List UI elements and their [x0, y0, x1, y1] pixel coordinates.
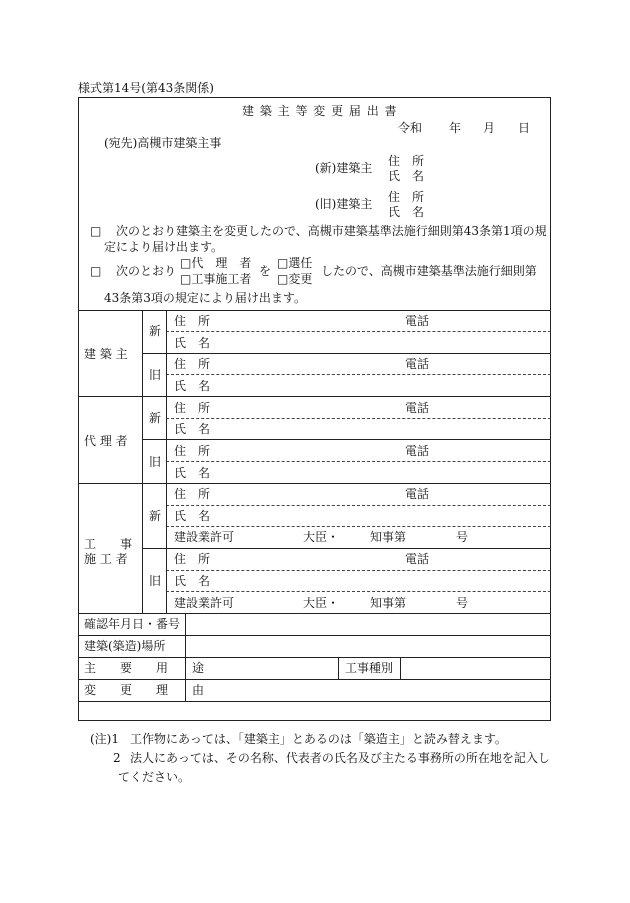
contractor-old-license-label: 建設業許可 — [174, 596, 235, 610]
statement-1-line2: 定により届け出ます。 — [104, 240, 224, 254]
contractor-old-governor: 知事第 — [370, 596, 407, 610]
contractor-new-phone-label: 電話 — [405, 487, 430, 501]
owner-new-address-label: 住 所 — [174, 314, 211, 328]
contractor-new-number: 号 — [456, 530, 469, 544]
form-number: 様式第14号(第43条関係) — [78, 81, 214, 95]
option-appoint[interactable]: □選任 — [277, 256, 313, 270]
note-2-line1: 法人にあっては、その名称、代表者の氏名及び主たる事務所の所在地を記入し — [130, 751, 550, 765]
statement-2-suffix: したので、高槻市建築基準法施行細則第 — [321, 264, 537, 278]
statement-2-checkbox[interactable]: □ — [90, 264, 102, 278]
agent-new-name-label: 氏 名 — [174, 422, 211, 436]
option-contractor[interactable]: □工事施工者 — [180, 272, 252, 286]
contractor-old-minister: 大臣・ — [303, 596, 340, 610]
contractor-old-number: 号 — [456, 596, 469, 610]
form-title: 建 築 主 等 変 更 届 出 書 — [242, 104, 398, 118]
option-agent[interactable]: □代 理 者 — [180, 256, 252, 270]
option-change[interactable]: □変更 — [277, 272, 313, 286]
applicant-new-address: 住 所 — [388, 154, 425, 168]
owner-old-name-label: 氏 名 — [174, 379, 211, 393]
applicant-old-address: 住 所 — [388, 190, 425, 204]
addressee: (宛先)高槻市建築主事 — [104, 136, 222, 150]
statement-2-wo: を — [259, 264, 272, 278]
applicant-old-label: (旧)建築主 — [315, 197, 373, 211]
applicant-new-name: 氏 名 — [388, 169, 425, 183]
contractor-old-name-label: 氏 名 — [174, 574, 211, 588]
agent-old-address-label: 住 所 — [174, 444, 211, 458]
note-1-number: (注)1 — [90, 732, 119, 746]
site-label: 建築(築造)場所 — [84, 639, 166, 653]
note-2-line2: てください。 — [118, 770, 191, 784]
applicant-old-name: 氏 名 — [388, 205, 425, 219]
owner-new-name-label: 氏 名 — [174, 336, 211, 350]
contractor-new-license-label: 建設業許可 — [174, 530, 235, 544]
agent-label: 代 理 者 — [84, 434, 128, 448]
owner-old-phone-label: 電話 — [405, 357, 430, 371]
agent-new-phone-label: 電話 — [405, 401, 430, 415]
agent-new-address-label: 住 所 — [174, 401, 211, 415]
work-type-label: 工事種別 — [345, 661, 394, 675]
agent-new-label: 新 — [149, 411, 162, 425]
date-year: 年 — [449, 121, 462, 135]
contractor-new-name-label: 氏 名 — [174, 509, 211, 523]
use-label: 主 要 用 途 — [84, 661, 205, 675]
contractor-new-address-label: 住 所 — [174, 487, 211, 501]
date-month: 月 — [483, 121, 496, 135]
statement-2-prefix: 次のとおり — [116, 264, 177, 278]
agent-old-name-label: 氏 名 — [174, 466, 211, 480]
contractor-label-1: 工 事 — [84, 537, 133, 551]
owner-old-label: 旧 — [149, 368, 162, 382]
note-1-text: 工作物にあっては、「建築主」とあるのは「築造主」と読み替えます。 — [130, 732, 507, 746]
contractor-old-label: 旧 — [149, 574, 162, 588]
contractor-old-phone-label: 電話 — [405, 552, 430, 566]
applicant-new-label: (新)建築主 — [315, 161, 373, 175]
note-2-number: 2 — [113, 751, 121, 765]
confirm-date-label: 確認年月日・番号 — [84, 617, 181, 631]
statement-2-line2: 43条第3項の規定により届け出ます。 — [104, 291, 306, 305]
owner-new-label: 新 — [149, 324, 162, 338]
owner-new-phone-label: 電話 — [405, 314, 430, 328]
owner-label: 建 築 主 — [84, 347, 128, 361]
contractor-new-minister: 大臣・ — [303, 530, 340, 544]
agent-old-phone-label: 電話 — [405, 444, 430, 458]
contractor-new-label: 新 — [149, 509, 162, 523]
reason-label: 変 更 理 由 — [84, 683, 205, 697]
contractor-label-2: 施 工 者 — [84, 552, 128, 566]
contractor-new-governor: 知事第 — [370, 530, 407, 544]
owner-old-address-label: 住 所 — [174, 357, 211, 371]
date-day: 日 — [518, 121, 531, 135]
statement-1-checkbox[interactable]: □ — [90, 224, 102, 238]
contractor-old-address-label: 住 所 — [174, 552, 211, 566]
date-era: 令和 — [398, 121, 423, 135]
statement-1-line1: 次のとおり建築主を変更したので、高槻市建築基準法施行細則第43条第1項の規 — [116, 224, 547, 238]
agent-old-label: 旧 — [149, 455, 162, 469]
